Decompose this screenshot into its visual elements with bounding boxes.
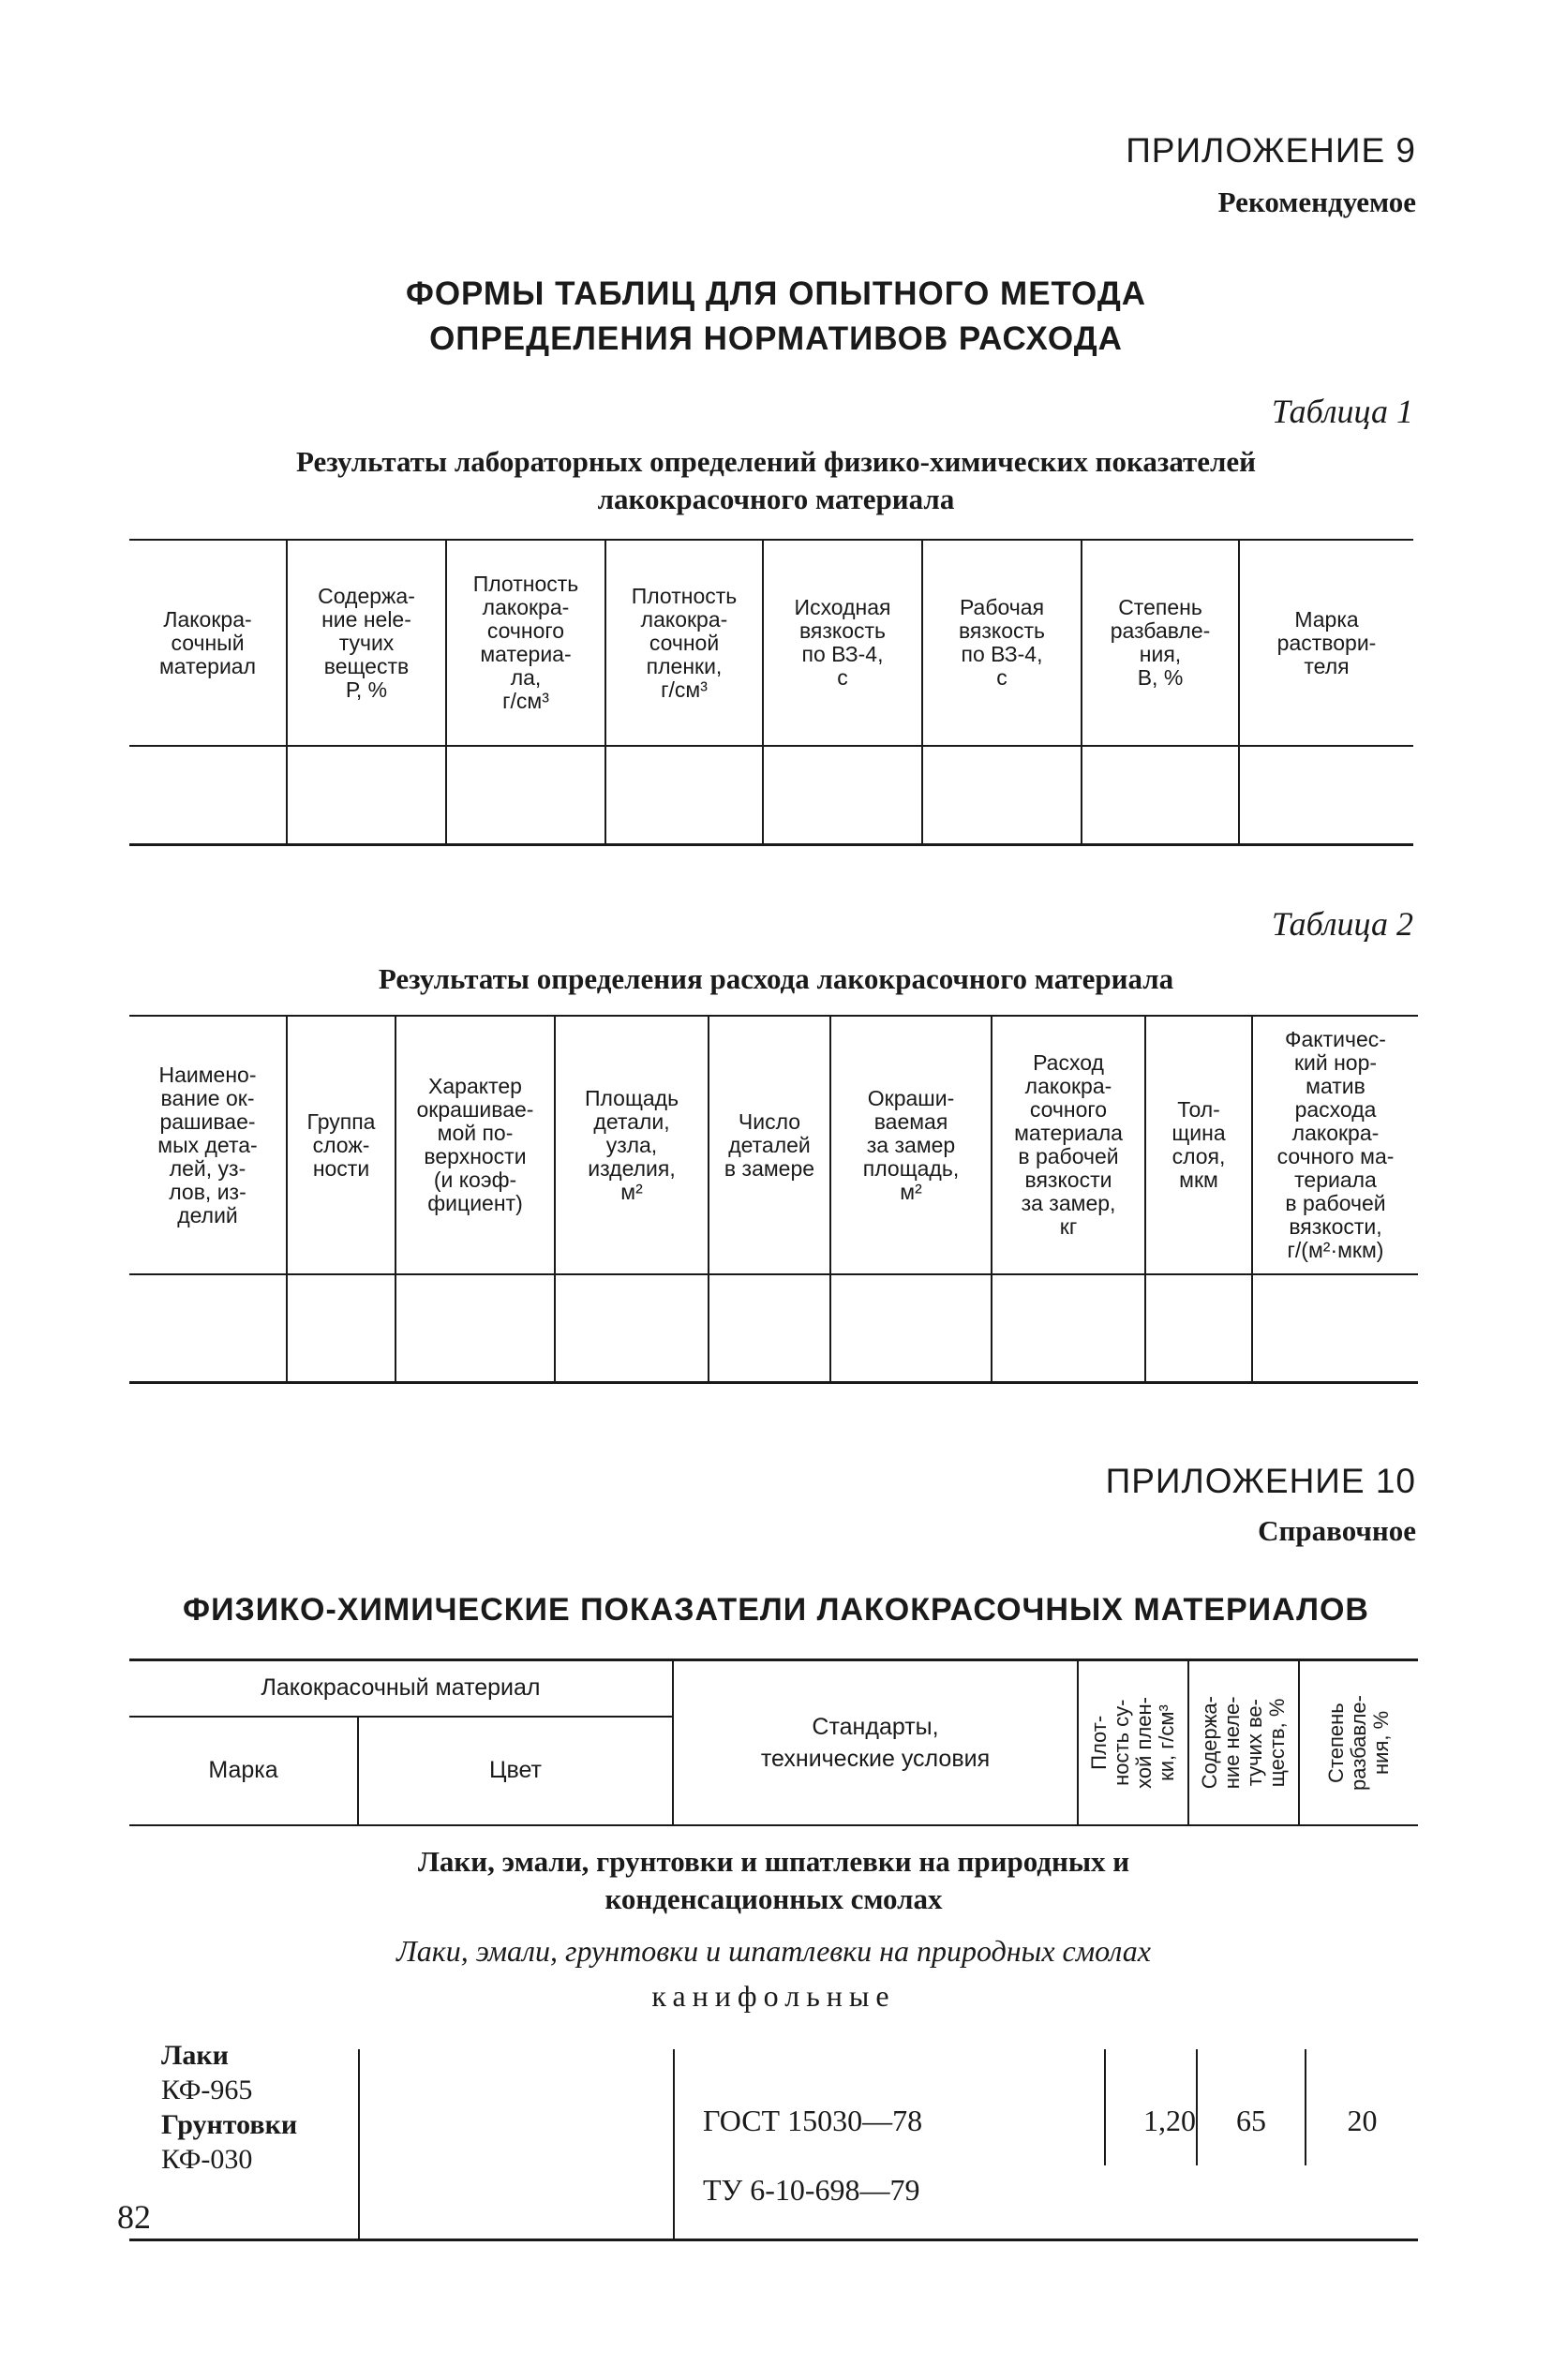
appendix-9-title-line-1: ФОРМЫ ТАБЛИЦ ДЛЯ ОПЫТНОГО МЕТОДА xyxy=(405,275,1147,312)
table-3-header-material-group: Лакокрасочный материал xyxy=(129,1660,673,1717)
table-1-caption-line-2: лакокрасочного материала xyxy=(597,483,955,515)
table-cell xyxy=(287,1274,395,1382)
table-1-label: Таблица 1 xyxy=(1271,393,1413,430)
row-dilution: 20 xyxy=(1347,2103,1378,2137)
table-1-empty-row xyxy=(129,746,1413,844)
table-cell xyxy=(922,746,1082,844)
table-1-header-material: Лакокра- сочный материал xyxy=(129,540,287,746)
table-1-header-material-density: Плотность лакокра- сочного материа- ла, г/см³ xyxy=(446,540,605,746)
table-3-section-bold-line-1: Лаки, эмали, грунтовки и шпатлевки на природных и xyxy=(417,1844,1130,1878)
table-3-body xyxy=(129,1826,1418,2241)
table-2-header-surface: Характер окрашивае- мой по- верхности (и коэф- фициент) xyxy=(395,1016,555,1274)
table-2-header-norm: Фактичес- кий нор- матив расхода лакокра- сочного ма- териала в рабочей вязкости, г/(м²·мкм) xyxy=(1252,1016,1418,1274)
appendix-9-heading: ПРИЛОЖЕНИЕ 9 xyxy=(1126,131,1416,170)
table-3-header-nonvolatile: Содержа- ние неле- тучих ве- ществ, % xyxy=(1188,1660,1299,1825)
table-cell xyxy=(830,1274,992,1382)
table-3-section-italic: Лаки, эмали, грунтовки и шпатлевки на природных смолах xyxy=(396,1933,1151,1968)
table-cell xyxy=(395,1274,555,1382)
table-cell xyxy=(709,1274,830,1382)
row-mark-1: КФ-965 xyxy=(161,2074,253,2105)
table-1-header-initial-viscosity: Исходная вязкость по ВЗ-4, с xyxy=(763,540,922,746)
table-3-header-density: Плот- ность су- хой плен- ки, г/см³ xyxy=(1078,1660,1188,1825)
table-3-header-dilution: Степень разбавле- ния, % xyxy=(1299,1660,1418,1825)
table-cell xyxy=(1239,746,1413,844)
table-2-empty-row xyxy=(129,1274,1418,1382)
table-cell xyxy=(1252,1274,1418,1382)
table-3-header-color: Цвет xyxy=(358,1717,673,1825)
row-mark-2: КФ-030 xyxy=(161,2143,253,2175)
table-2 xyxy=(129,1015,1418,1384)
table-1-header-solvent: Марка раствори- теля xyxy=(1239,540,1413,746)
table-2-header-row xyxy=(129,1016,1418,1274)
table-2-caption: Результаты определения расхода лакокрасочного материала xyxy=(378,962,1174,995)
row-type-primers: Грунтовки xyxy=(161,2108,298,2140)
column-rule xyxy=(358,2049,360,2239)
column-rule xyxy=(673,2049,675,2239)
table-3-header-row-1 xyxy=(129,1660,1418,1717)
appendix-10-status: Справочное xyxy=(1258,1514,1416,1547)
table-cell xyxy=(446,746,605,844)
table-2-header-name: Наимено- вание ок- рашивае- мых дета- лей, уз- лов, из- делий xyxy=(129,1016,287,1274)
table-cell xyxy=(555,1274,709,1382)
table-2-label: Таблица 2 xyxy=(1271,905,1413,943)
table-3-section-spaced: канифольные xyxy=(651,1978,896,2013)
table-cell xyxy=(287,746,446,844)
table-cell xyxy=(1082,746,1239,844)
page-number: 82 xyxy=(117,2198,151,2236)
table-3-header-mark: Марка xyxy=(129,1717,358,1825)
table-1 xyxy=(129,539,1413,846)
row-standard-1: ГОСТ 15030—78 xyxy=(703,2103,923,2137)
table-row xyxy=(161,2038,297,2177)
table-cell xyxy=(992,1274,1145,1382)
table-2-header-complexity: Группа слож- ности xyxy=(287,1016,395,1274)
table-cell xyxy=(1145,1274,1252,1382)
row-standard-2: ТУ 6-10-698—79 xyxy=(703,2172,920,2207)
table-2-header-painted-area: Окраши- ваемая за замер площадь, м² xyxy=(830,1016,992,1274)
table-1-header-row xyxy=(129,540,1413,746)
table-1-header-nonvolatile: Содержа- ние нele- тучих веществ Р, % xyxy=(287,540,446,746)
table-cell xyxy=(605,746,763,844)
table-2-header-thickness: Тол- щина слоя, мкм xyxy=(1145,1016,1252,1274)
table-1-header-working-viscosity: Рабочая вязкость по ВЗ-4, с xyxy=(922,540,1082,746)
row-type-lacquers: Лаки xyxy=(161,2039,229,2071)
table-1-caption-line-1: Результаты лабораторных определений физико-химических показателей xyxy=(295,445,1257,478)
table-cell xyxy=(129,746,287,844)
table-1-header-film-density: Плотность лакокра- сочной пленки, г/см³ xyxy=(605,540,763,746)
table-2-header-consumption: Расход лакокра- сочного материала в рабочей вязкости за замер, кг xyxy=(992,1016,1145,1274)
table-3-section-heading xyxy=(129,1843,1418,2016)
appendix-9-status: Рекомендуемое xyxy=(1217,186,1416,218)
table-3 xyxy=(129,1659,1418,2241)
table-1-header-dilution: Степень разбавле- ния, В, % xyxy=(1082,540,1239,746)
table-2-header-area: Площадь детали, узла, изделия, м² xyxy=(555,1016,709,1274)
table-cell xyxy=(763,746,922,844)
row-nonvolatile: 65 xyxy=(1236,2103,1266,2137)
appendix-10-title: ФИЗИКО-ХИМИЧЕСКИЕ ПОКАЗАТЕЛИ ЛАКОКРАСОЧНЫХ МАТЕРИАЛОВ xyxy=(183,1592,1369,1628)
row-density: 1,20 xyxy=(1143,2103,1196,2137)
table-3-section-bold-line-2: конденсационных смолах xyxy=(604,1882,943,1915)
table-3-header-standards: Стандарты, технические условия xyxy=(673,1660,1078,1825)
appendix-10-heading: ПРИЛОЖЕНИЕ 10 xyxy=(1105,1462,1416,1500)
table-2-header-count: Число деталей в замере xyxy=(709,1016,830,1274)
table-cell xyxy=(129,1274,287,1382)
appendix-9-title-line-2: ОПРЕДЕЛЕНИЯ НОРМАТИВОВ РАСХОДА xyxy=(429,320,1123,357)
